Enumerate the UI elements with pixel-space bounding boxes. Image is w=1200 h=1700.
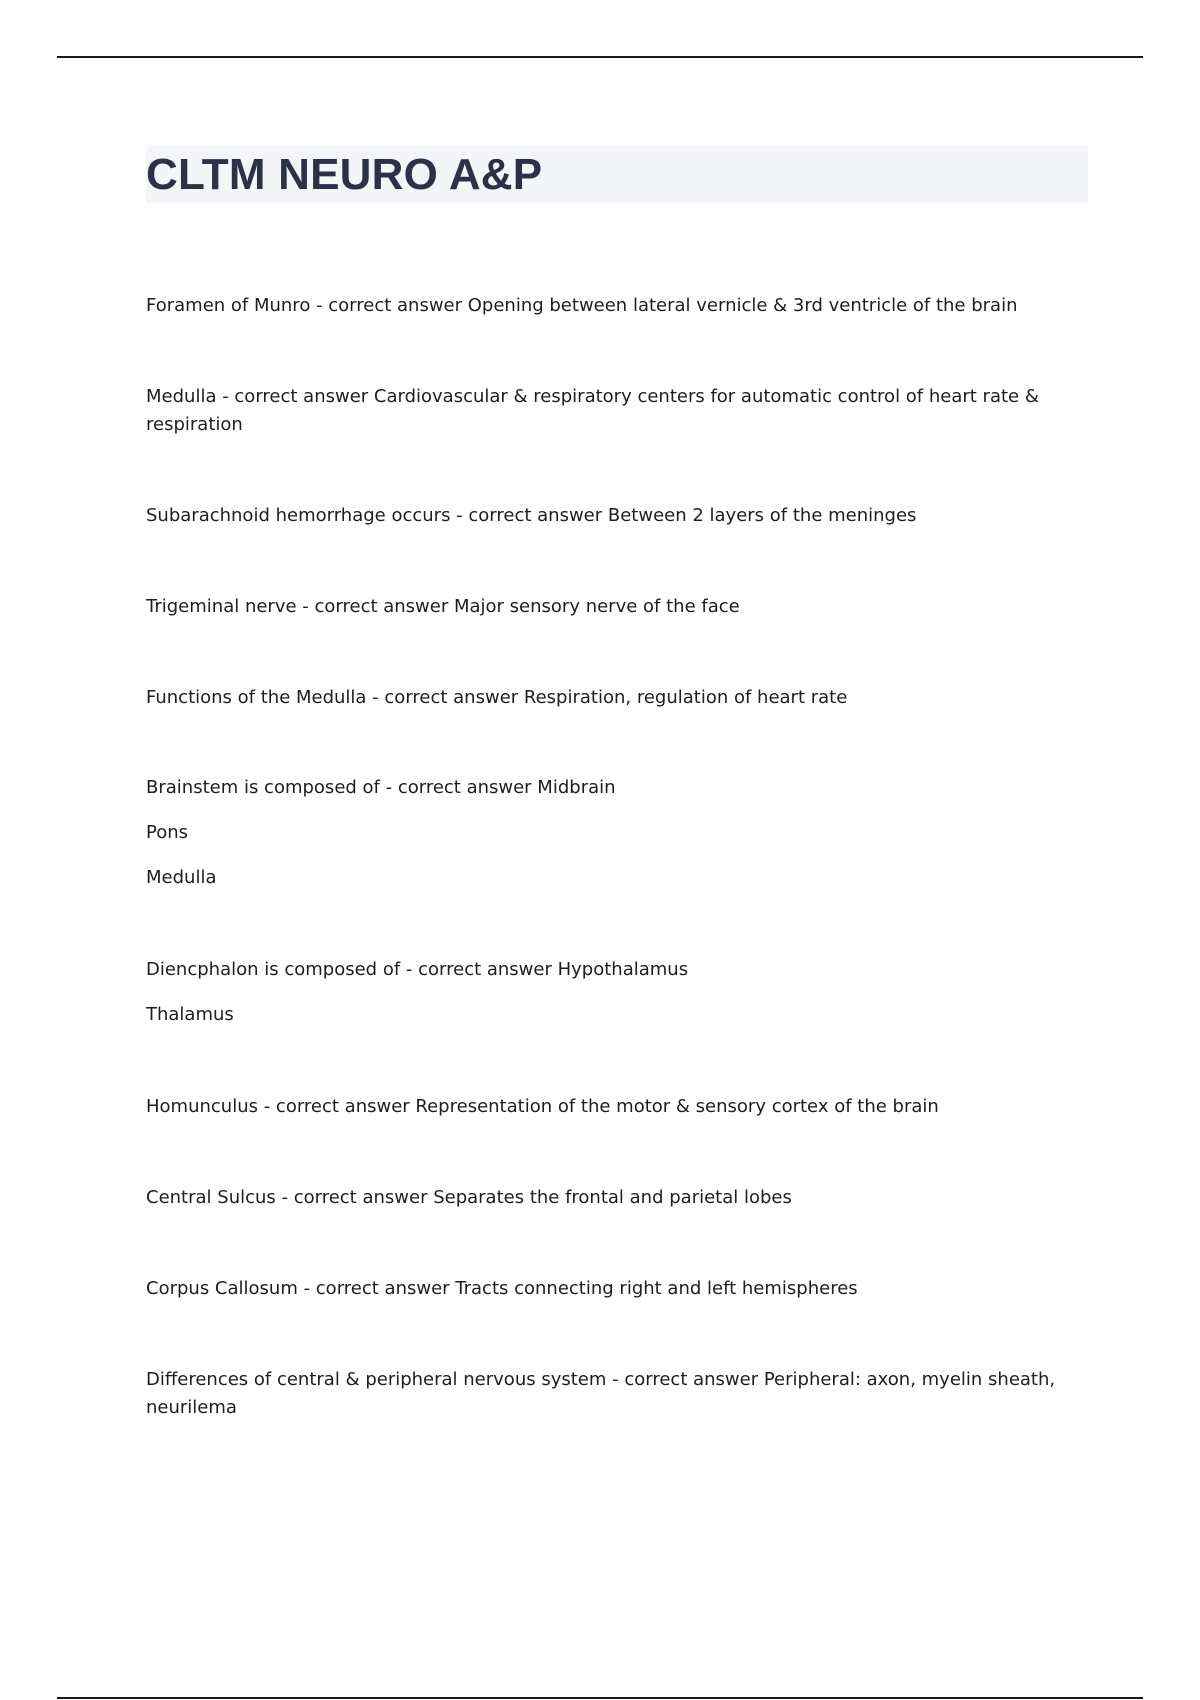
- qa-entry: [146, 774, 1076, 892]
- qa-text-continued: Thalamus: [146, 1004, 234, 1025]
- qa-text: Subarachnoid hemorrhage occurs - correct answer Between 2 layers of the meninges: [146, 505, 917, 526]
- qa-entry: [146, 1093, 1076, 1121]
- qa-text: Differences of central & peripheral nervous system - correct answer Peripheral: axon, myelin sheath, neurilema: [146, 1369, 1056, 1418]
- qa-entry: [146, 684, 1076, 712]
- qa-text: Trigeminal nerve - correct answer Major sensory nerve of the face: [146, 596, 740, 617]
- qa-entry: [146, 593, 1076, 621]
- qa-text: Brainstem is composed of - correct answer Midbrain: [146, 777, 616, 798]
- qa-entry: [146, 1184, 1076, 1212]
- top-rule: [57, 56, 1143, 58]
- qa-text-continued: Pons: [146, 822, 189, 843]
- bottom-rule: [57, 1697, 1143, 1699]
- qa-text: Functions of the Medulla - correct answer Respiration, regulation of heart rate: [146, 687, 848, 708]
- qa-text-continued: Medulla: [146, 867, 217, 888]
- qa-text: Foramen of Munro - correct answer Opening between lateral vernicle & 3rd ventricle of the brain: [146, 295, 1018, 316]
- qa-text: Medulla - correct answer Cardiovascular & respiratory centers for automatic control of heart rate & respiration: [146, 386, 1039, 435]
- document-title: CLTM NEURO A&P: [146, 150, 543, 199]
- qa-entry: [146, 502, 1076, 530]
- qa-text: Homunculus - correct answer Representation of the motor & sensory cortex of the brain: [146, 1096, 939, 1117]
- qa-entry: [146, 956, 1076, 1029]
- qa-text: Corpus Callosum - correct answer Tracts connecting right and left hemispheres: [146, 1278, 858, 1299]
- qa-entry: [146, 383, 1076, 439]
- qa-entry: [146, 1366, 1076, 1422]
- qa-text: Central Sulcus - correct answer Separates the frontal and parietal lobes: [146, 1187, 792, 1208]
- qa-entry: [146, 292, 1076, 320]
- qa-entry: [146, 1275, 1076, 1303]
- qa-text: Diencphalon is composed of - correct answer Hypothalamus: [146, 959, 689, 980]
